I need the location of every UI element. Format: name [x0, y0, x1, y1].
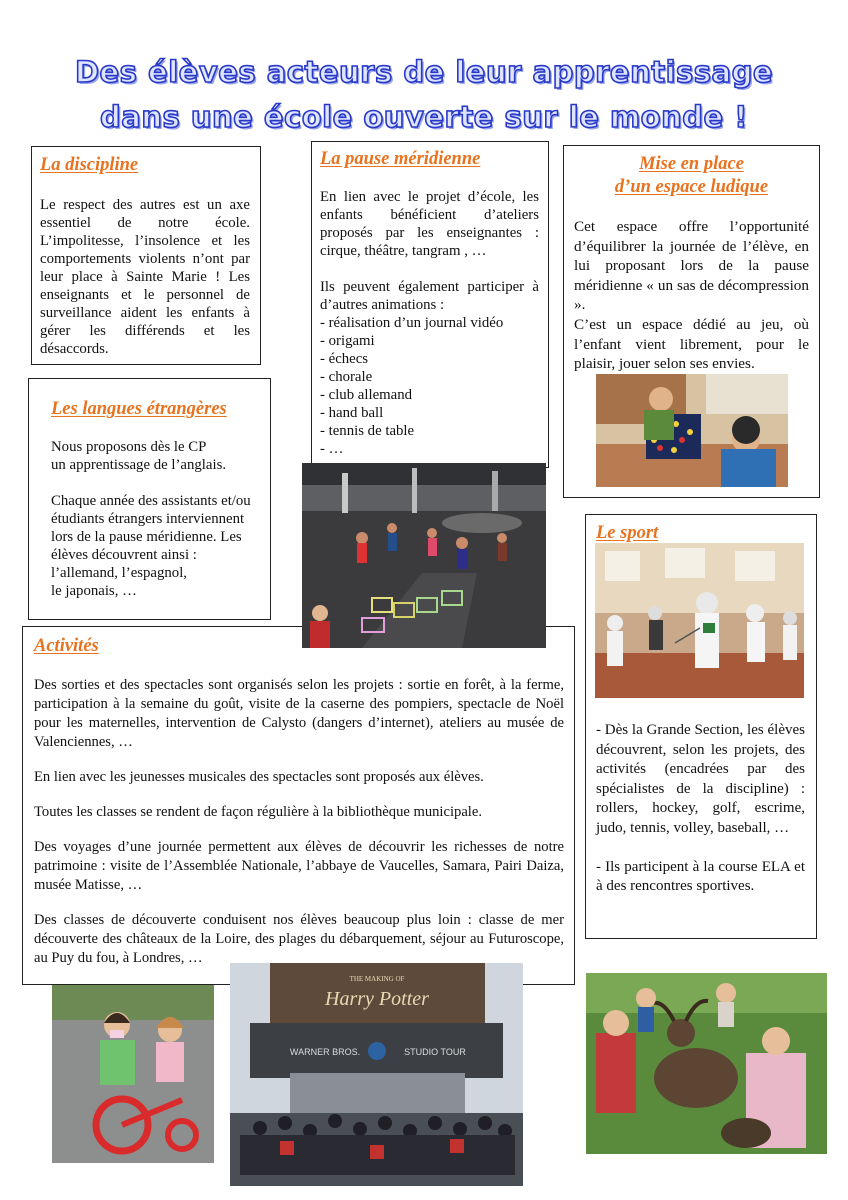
langues-line: lors de la pause méridienne. Les	[51, 529, 242, 545]
playground-photo	[302, 463, 546, 648]
langues-line: un apprentissage de l’anglais.	[51, 457, 227, 473]
studio-sign-right: STUDIO TOUR	[404, 1047, 466, 1057]
langues-line: le japonais, …	[51, 583, 137, 599]
fencing-photo	[595, 543, 804, 698]
page-title-line2: dans une école ouverte sur le monde !	[100, 100, 748, 134]
pause-list-item: - hand ball	[320, 405, 384, 421]
studio-making-text: THE MAKING OF	[349, 975, 405, 983]
discipline-box	[31, 146, 261, 365]
langues-line: étudiants étrangers interviennent	[51, 511, 245, 527]
studio-sign-left: WARNER BROS.	[289, 1047, 361, 1057]
page-title-line1: Des élèves acteurs de leur apprentissage	[74, 55, 774, 89]
sport-heading: Le sport	[596, 523, 659, 543]
activites-p4: Des voyages d’une journée permettent aux élèves de découvrir les richesses de notre patrimoine : visite de l’Assemblée Nationale, l’abbaye de Vaucelles, Samara, Pairi Daiza, musée Matisse, …	[34, 839, 564, 893]
discipline-text: Le respect des autres est un axe essentiel de notre école. L’impolitesse, l’insolence et les comportements violents n’ont par leur place à Sainte Marie ! Les enseignants et le personnel de surveillance aident les enfants à gérer les différends et les désaccords.	[40, 197, 250, 357]
ludique-heading-line2: d’un espace ludique	[614, 177, 769, 197]
pause-list	[320, 314, 539, 458]
game-photo	[596, 374, 788, 487]
langues-line: Chaque année des assistants et/ou	[51, 493, 251, 509]
langues-line: l’allemand, l’espagnol,	[51, 565, 188, 581]
studio-brand-text: Harry Potter	[325, 988, 429, 1010]
pause-box	[311, 141, 549, 468]
langues-box	[28, 378, 271, 620]
activites-p3: Toutes les classes se rendent de façon régulière à la bibliothèque municipale.	[34, 804, 482, 820]
discipline-heading: La discipline	[40, 155, 139, 175]
sport-p1: - Dès la Grande Section, les élèves découvrent, selon les projets, des activités (encadrées par des spécialistes de la discipline) : rollers, hockey, golf, escrime, judo, tennis, volley, baseball, …	[596, 722, 805, 836]
pause-list-item: - échecs	[320, 351, 369, 367]
ludique-heading-line1: Mise en place	[639, 154, 744, 174]
pause-intro: En lien avec le projet d’école, les enfants bénéficient d’ateliers proposés par les enseignantes : cirque, théâtre, tangram , …	[320, 189, 539, 259]
pause-list-item: - réalisation d’un journal vidéo	[320, 315, 504, 331]
pause-list-item: - chorale	[320, 369, 373, 385]
langues-line: élèves découvrent ainsi :	[51, 547, 197, 563]
ludique-p1: Cet espace offre l’opportunité d’équilibrer la journée de l’élève, en lui proposant lors de la pause méridienne « un sas de décompression ».	[574, 218, 809, 314]
pause-list-item: - origami	[320, 333, 375, 349]
pause-heading: La pause méridienne	[320, 149, 481, 169]
langues-line: Nous proposons dès le CP	[51, 439, 207, 455]
studio-tour-photo	[230, 963, 523, 1186]
pause-list-item: - …	[320, 441, 344, 457]
pause-lead: Ils peuvent également participer à d’autres animations :	[320, 279, 539, 313]
ludique-p2: C’est un espace dédié au jeu, où l’enfant vient librement, pour le plaisir, jouer selon ses envies.	[574, 315, 809, 373]
pause-list-item: - tennis de table	[320, 423, 415, 439]
sport-p2: - Ils participent à la course ELA et à des rencontres sportives.	[596, 858, 805, 895]
activites-p5: Des classes de découverte conduisent nos élèves beaucoup plus loin : classe de mer découverte des châteaux de la Loire, des plages du débarquement, séjour au Futuroscope, au Puy du fou, à Londres, …	[34, 912, 564, 966]
activites-p1: Des sorties et des spectacles sont organisés selon les projets : sortie en forêt, à la ferme, participation à la semaine du goût, visite de la caserne des pompiers, spectacle de Noël pour les maternelles, intervention de Calysto (dangers d’internet), ateliers au musée de Valenciennes, …	[34, 677, 564, 750]
activites-box	[22, 626, 575, 985]
tricycle-photo	[52, 985, 214, 1163]
langues-heading: Les langues étrangères	[51, 399, 227, 419]
farm-photo	[586, 973, 827, 1154]
activites-p2: En lien avec les jeunesses musicales des spectacles sont proposés aux élèves.	[34, 769, 484, 785]
activites-heading: Activités	[34, 636, 99, 656]
pause-list-item: - club allemand	[320, 387, 413, 403]
